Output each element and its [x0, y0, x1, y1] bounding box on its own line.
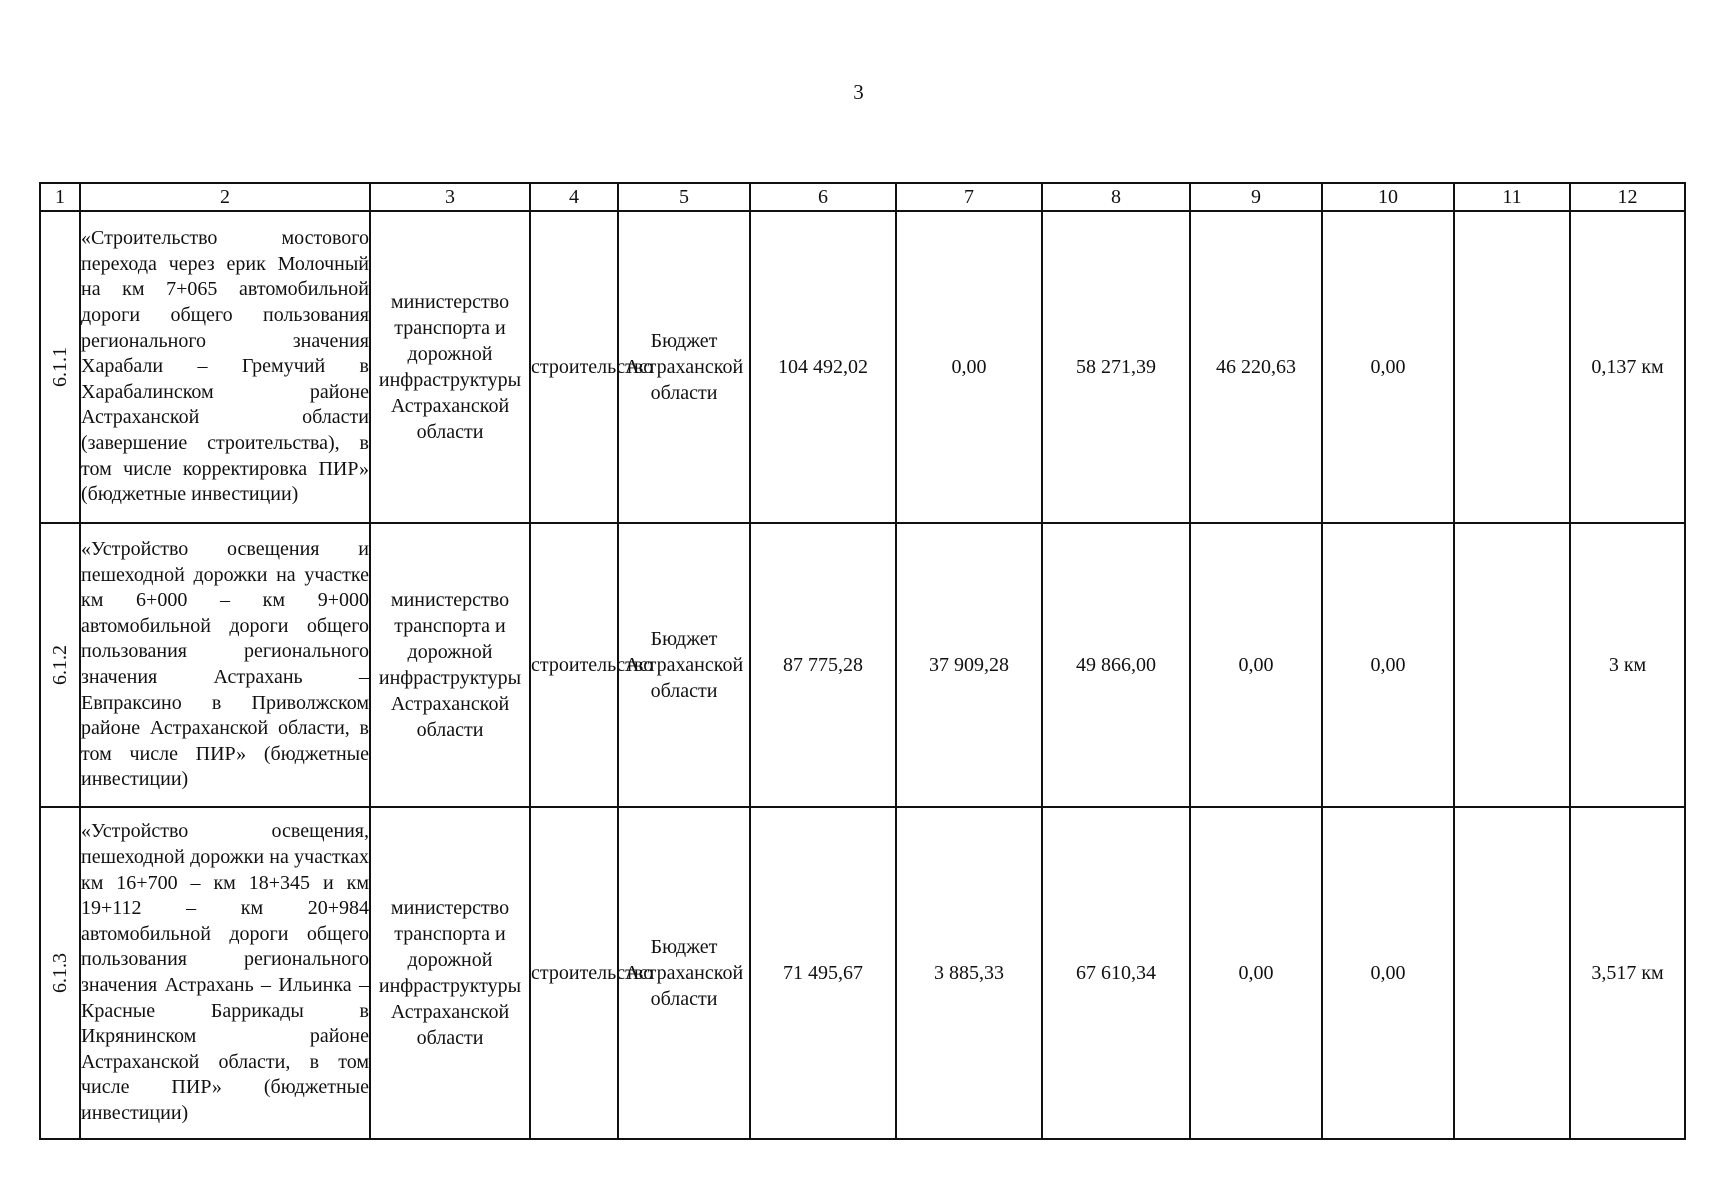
value-col-9: 0,00	[1190, 807, 1322, 1139]
value-col-12: 3 км	[1570, 523, 1685, 807]
value-col-9: 0,00	[1190, 523, 1322, 807]
header-cell-3: 3	[370, 183, 530, 211]
program-table	[39, 182, 1686, 1140]
value-col-11	[1454, 807, 1570, 1139]
table-row	[40, 807, 1685, 1139]
value-col-12: 3,517 км	[1570, 807, 1685, 1139]
value-col-7: 37 909,28	[896, 523, 1042, 807]
executor-cell: министерство транспорта и дорожной инфраструктуры Астраханской области	[370, 211, 530, 523]
header-cell-1: 1	[40, 183, 80, 211]
object-description: «Устройство освещения и пешеходной дорожки на участке км 6+000 – км 9+000 автомобильной дороги общего пользования регионального значения Астрахань – Евпраксино в Приволжском районе Астраханской области, в том числе ПИР» (бюджетные инвестиции)	[80, 523, 370, 807]
header-cell-4: 4	[530, 183, 618, 211]
row-number-cell	[40, 211, 80, 523]
value-col-10: 0,00	[1322, 211, 1454, 523]
work-type-cell: строительство	[530, 523, 618, 807]
table-row	[40, 211, 1685, 523]
row-number: 6.1.1	[49, 347, 71, 387]
work-type-cell: строительство	[530, 807, 618, 1139]
header-cell-7: 7	[896, 183, 1042, 211]
row-number: 6.1.3	[49, 953, 71, 993]
value-col-10: 0,00	[1322, 807, 1454, 1139]
executor-cell: министерство транспорта и дорожной инфраструктуры Астраханской области	[370, 807, 530, 1139]
object-description: «Строительство мостового перехода через ерик Молочный на км 7+065 автомобильной дороги общего пользования регионального значения Харабали – Гремучий в Харабалинском районе Астраханской области (завершение строительства), в том числе корректировка ПИР» (бюджетные инвестиции)	[80, 211, 370, 523]
value-col-6: 104 492,02	[750, 211, 896, 523]
header-cell-12: 12	[1570, 183, 1685, 211]
value-col-8: 58 271,39	[1042, 211, 1190, 523]
value-col-6: 71 495,67	[750, 807, 896, 1139]
work-type-cell: строительство	[530, 211, 618, 523]
funding-source-cell: Бюджет Астраханской области	[618, 523, 750, 807]
value-col-11	[1454, 211, 1570, 523]
executor-cell: министерство транспорта и дорожной инфраструктуры Астраханской области	[370, 523, 530, 807]
page-number: 3	[853, 80, 864, 104]
row-number: 6.1.2	[49, 645, 71, 685]
header-cell-8: 8	[1042, 183, 1190, 211]
funding-source-cell: Бюджет Астраханской области	[618, 211, 750, 523]
value-col-9: 46 220,63	[1190, 211, 1322, 523]
value-col-10: 0,00	[1322, 523, 1454, 807]
row-number-cell	[40, 807, 80, 1139]
object-description: «Устройство освещения, пешеходной дорожки на участках км 16+700 – км 18+345 и км 19+112 – км 20+984 автомобильной дороги общего пользования регионального значения Астрахань – Ильинка – Красные Баррикады в Икрянинском районе Астраханской области, в том числе ПИР» (бюджетные инвестиции)	[80, 807, 370, 1139]
header-cell-9: 9	[1190, 183, 1322, 211]
row-number-cell	[40, 523, 80, 807]
value-col-7: 3 885,33	[896, 807, 1042, 1139]
value-col-7: 0,00	[896, 211, 1042, 523]
header-cell-10: 10	[1322, 183, 1454, 211]
value-col-12: 0,137 км	[1570, 211, 1685, 523]
header-cell-11: 11	[1454, 183, 1570, 211]
table-row	[40, 523, 1685, 807]
value-col-8: 67 610,34	[1042, 807, 1190, 1139]
header-cell-5: 5	[618, 183, 750, 211]
funding-source-cell: Бюджет Астраханской области	[618, 807, 750, 1139]
value-col-8: 49 866,00	[1042, 523, 1190, 807]
header-cell-6: 6	[750, 183, 896, 211]
value-col-6: 87 775,28	[750, 523, 896, 807]
header-cell-2: 2	[80, 183, 370, 211]
header-row	[40, 183, 1685, 211]
value-col-11	[1454, 523, 1570, 807]
